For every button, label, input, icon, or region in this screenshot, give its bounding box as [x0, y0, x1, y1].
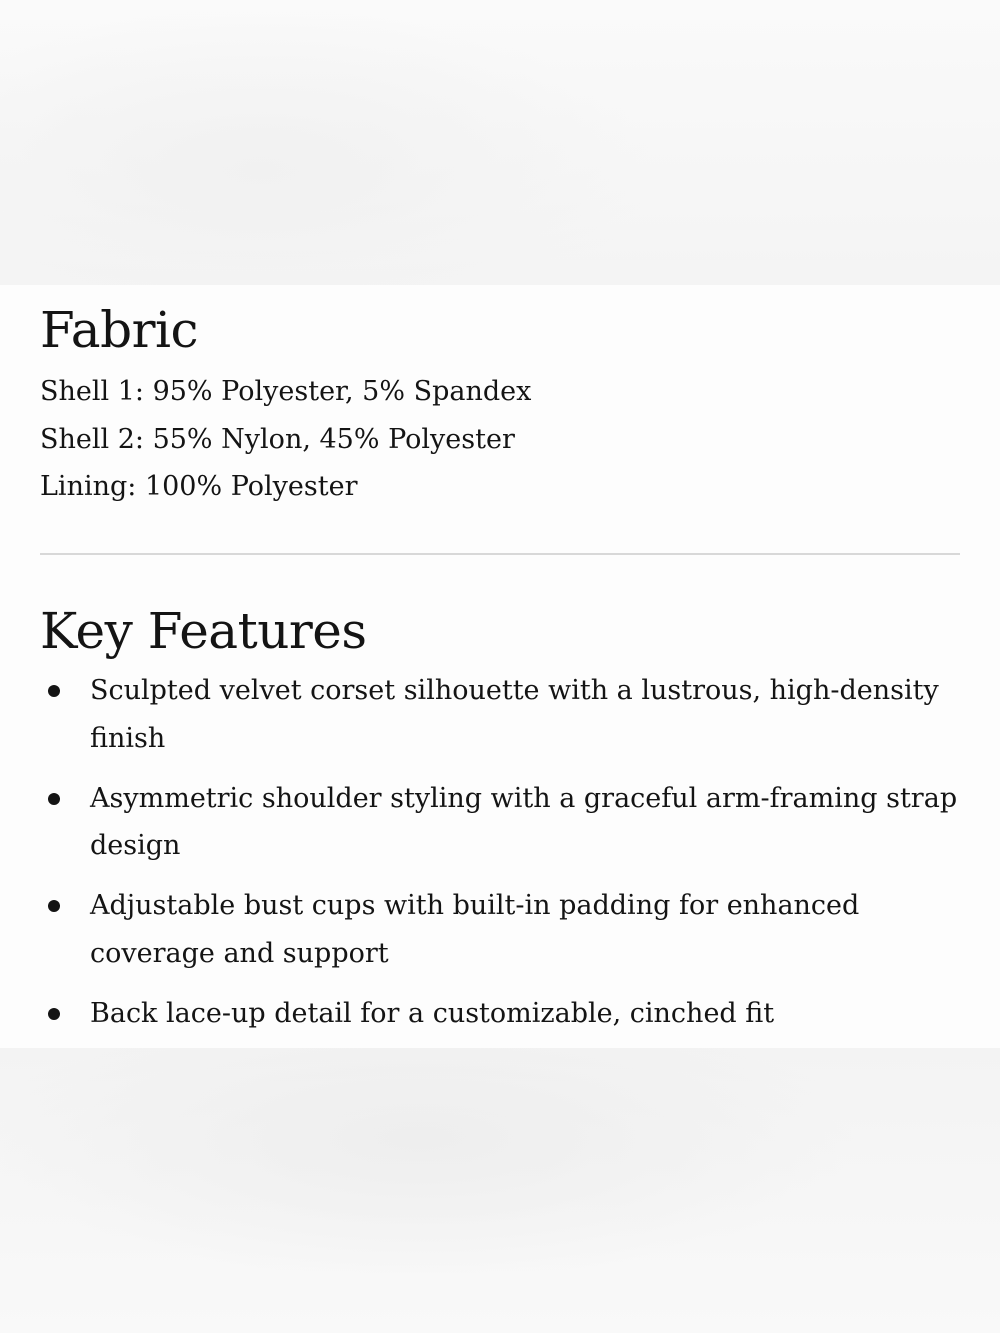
feature-text: Asymmetric shoulder styling with a graceful arm-framing strap design — [90, 782, 958, 861]
feature-item — [40, 990, 960, 1038]
feature-item — [40, 775, 960, 870]
bullet-dot-icon — [48, 1008, 60, 1020]
background-bottom — [0, 1048, 1000, 1333]
key-features-heading: Key Features — [40, 602, 367, 660]
feature-text: Adjustable bust cups with built-in padding for enhanced coverage and support — [90, 890, 860, 969]
fabric-line-lining: Lining: 100% Polyester — [40, 471, 358, 502]
fabric-heading: Fabric — [40, 301, 199, 359]
background-top — [0, 0, 1000, 285]
feature-item — [40, 667, 960, 762]
bullet-dot-icon — [48, 900, 60, 912]
fabric-composition-list — [40, 368, 531, 511]
key-features-list — [40, 667, 960, 1050]
bullet-dot-icon — [48, 685, 60, 697]
fabric-line-shell-1: Shell 1: 95% Polyester, 5% Spandex — [40, 376, 532, 407]
section-divider — [40, 553, 960, 555]
feature-text: Back lace-up detail for a customizable, cinched fit — [90, 997, 775, 1029]
fabric-line-shell-2: Shell 2: 55% Nylon, 45% Polyester — [40, 423, 515, 455]
feature-item — [40, 882, 960, 977]
bullet-dot-icon — [48, 793, 60, 805]
feature-text: Sculpted velvet corset silhouette with a lustrous, high-density finish — [90, 675, 939, 754]
